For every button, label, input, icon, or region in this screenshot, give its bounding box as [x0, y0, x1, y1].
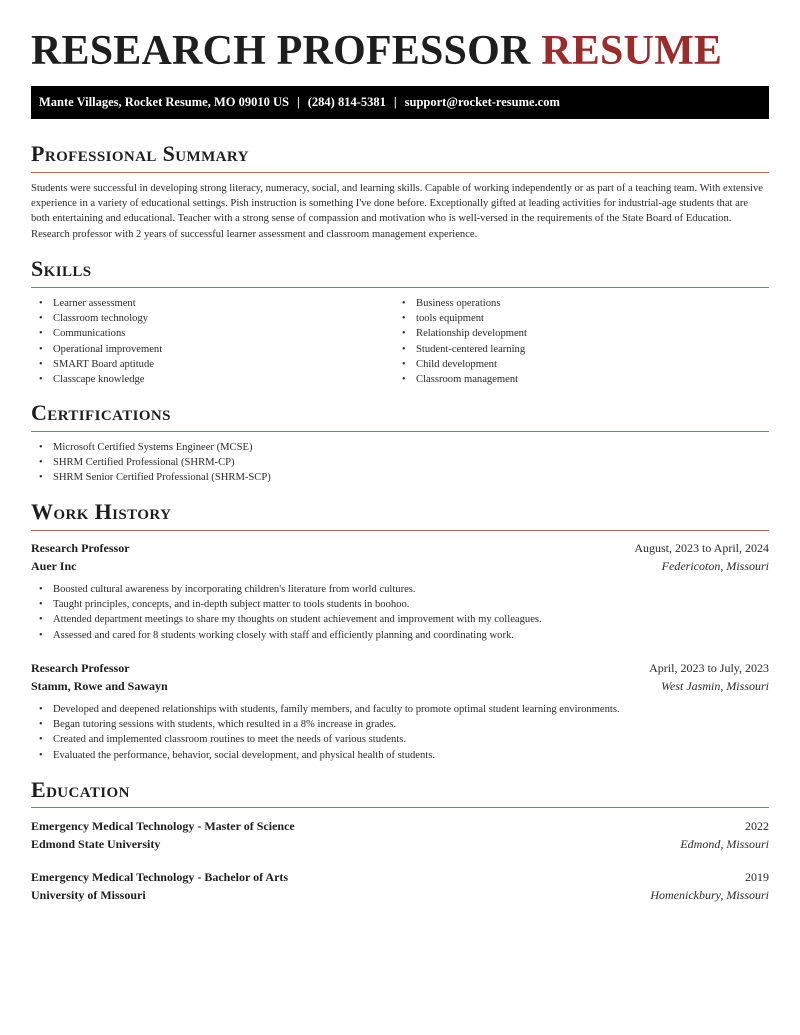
skill-item: • Child development	[394, 357, 527, 372]
job-company-row	[31, 558, 769, 574]
job-header	[31, 660, 769, 676]
skills-list-left	[31, 296, 162, 387]
section-divider	[31, 172, 769, 173]
certification-item: • SHRM Certified Professional (SHRM-CP)	[31, 455, 271, 470]
certification-item: • Microsoft Certified Systems Engineer (MCSE)	[31, 440, 271, 455]
certifications-heading: Certifications	[31, 400, 171, 425]
job-bullet: • Began tutoring sessions with students, which resulted in a 8% increase in grades.	[31, 717, 620, 732]
contact-separator: |	[296, 95, 300, 109]
skill-item: • SMART Board aptitude	[31, 357, 162, 372]
section-divider	[31, 431, 769, 432]
summary-heading: Professional Summary	[31, 141, 249, 166]
job-location: West Jasmin, Missouri	[661, 679, 769, 693]
job-company: Stamm, Rowe and Sawayn	[31, 679, 168, 693]
job-bullet: • Created and implemented classroom routines to meet the needs of various students.	[31, 732, 620, 747]
contact-phone[interactable]: (284) 814-5381	[307, 95, 386, 109]
education-school-row	[31, 836, 769, 852]
skill-item: • Relationship development	[394, 326, 527, 341]
job-header	[31, 540, 769, 556]
skill-item: • Student-centered learning	[394, 342, 527, 357]
contact-separator: |	[393, 95, 397, 109]
skill-item: • Business operations	[394, 296, 527, 311]
education-school: Edmond State University	[31, 837, 161, 851]
job-location: Federicoton, Missouri	[661, 559, 769, 573]
education-header	[31, 869, 769, 885]
education-year: 2022	[745, 819, 769, 833]
section-divider	[31, 807, 769, 808]
resume-title	[31, 28, 722, 74]
title-accent: RESUME	[541, 28, 723, 74]
contact-bar	[31, 86, 769, 119]
education-location: Edmond, Missouri	[680, 837, 769, 851]
section-divider	[31, 287, 769, 288]
skill-item: • Classroom technology	[31, 311, 162, 326]
skills-list-right	[394, 296, 527, 387]
education-school-row	[31, 887, 769, 903]
section-divider	[31, 530, 769, 531]
job-bullet: • Evaluated the performance, behavior, social development, and physical health of students.	[31, 748, 620, 763]
job-bullet: • Attended department meetings to share my thoughts on student achievement and improvement with my colleagues.	[31, 612, 542, 627]
job-dates: April, 2023 to July, 2023	[649, 661, 769, 675]
skill-item: • Classroom management	[394, 372, 527, 387]
contact-address: Mante Villages, Rocket Resume, MO 09010 US	[39, 95, 289, 109]
work-history-heading: Work History	[31, 499, 172, 524]
job-bullets	[31, 582, 542, 643]
education-header	[31, 818, 769, 834]
job-title: Research Professor	[31, 661, 130, 675]
education-heading: Education	[31, 777, 130, 802]
job-bullet: • Assessed and cared for 8 students working closely with staff and efficiently planning and coordinating work.	[31, 628, 542, 643]
job-bullet: • Taught principles, concepts, and in-depth subject matter to tools students in boohoo.	[31, 597, 542, 612]
job-bullet: • Developed and deepened relationships with students, family members, and faculty to promote optimal student learning environments.	[31, 702, 620, 717]
certifications-list	[31, 440, 271, 486]
education-school: University of Missouri	[31, 888, 146, 902]
job-bullet: • Boosted cultural awareness by incorporating children's literature from world cultures.	[31, 582, 542, 597]
title-main: RESEARCH PROFESSOR	[31, 28, 531, 74]
skill-item: • Operational improvement	[31, 342, 162, 357]
skill-item: • Communications	[31, 326, 162, 341]
job-bullets	[31, 702, 620, 763]
education-degree: Emergency Medical Technology - Master of Science	[31, 819, 295, 833]
summary-text: Students were successful in developing strong literacy, numeracy, social, and learning skills. Capable of working independently or as part of a teaching team. With extensive experience in a variety of educational settings. Pish instruction is something I've done before. Exceptionally gifted at leading activities for industrial-age students that are both entertaining and educational. Teacher with a strong sense of compassion and motivation who is well-versed in the requirements of the State Board of Education. Research professor with 2 years of successful learner assessment and classroom management experience.	[31, 183, 763, 240]
education-year: 2019	[745, 870, 769, 884]
skill-item: • Learner assessment	[31, 296, 162, 311]
skill-item: • tools equipment	[394, 311, 527, 326]
job-title: Research Professor	[31, 541, 130, 555]
skill-item: • Classcape knowledge	[31, 372, 162, 387]
job-company-row	[31, 678, 769, 694]
education-location: Homenickbury, Missouri	[650, 888, 769, 902]
job-company: Auer Inc	[31, 559, 77, 573]
education-degree: Emergency Medical Technology - Bachelor of Arts	[31, 870, 289, 884]
job-dates: August, 2023 to April, 2024	[634, 541, 769, 555]
contact-email[interactable]: support@rocket-resume.com	[404, 95, 560, 109]
skills-heading: Skills	[31, 256, 92, 281]
certification-item: • SHRM Senior Certified Professional (SHRM-SCP)	[31, 470, 271, 485]
